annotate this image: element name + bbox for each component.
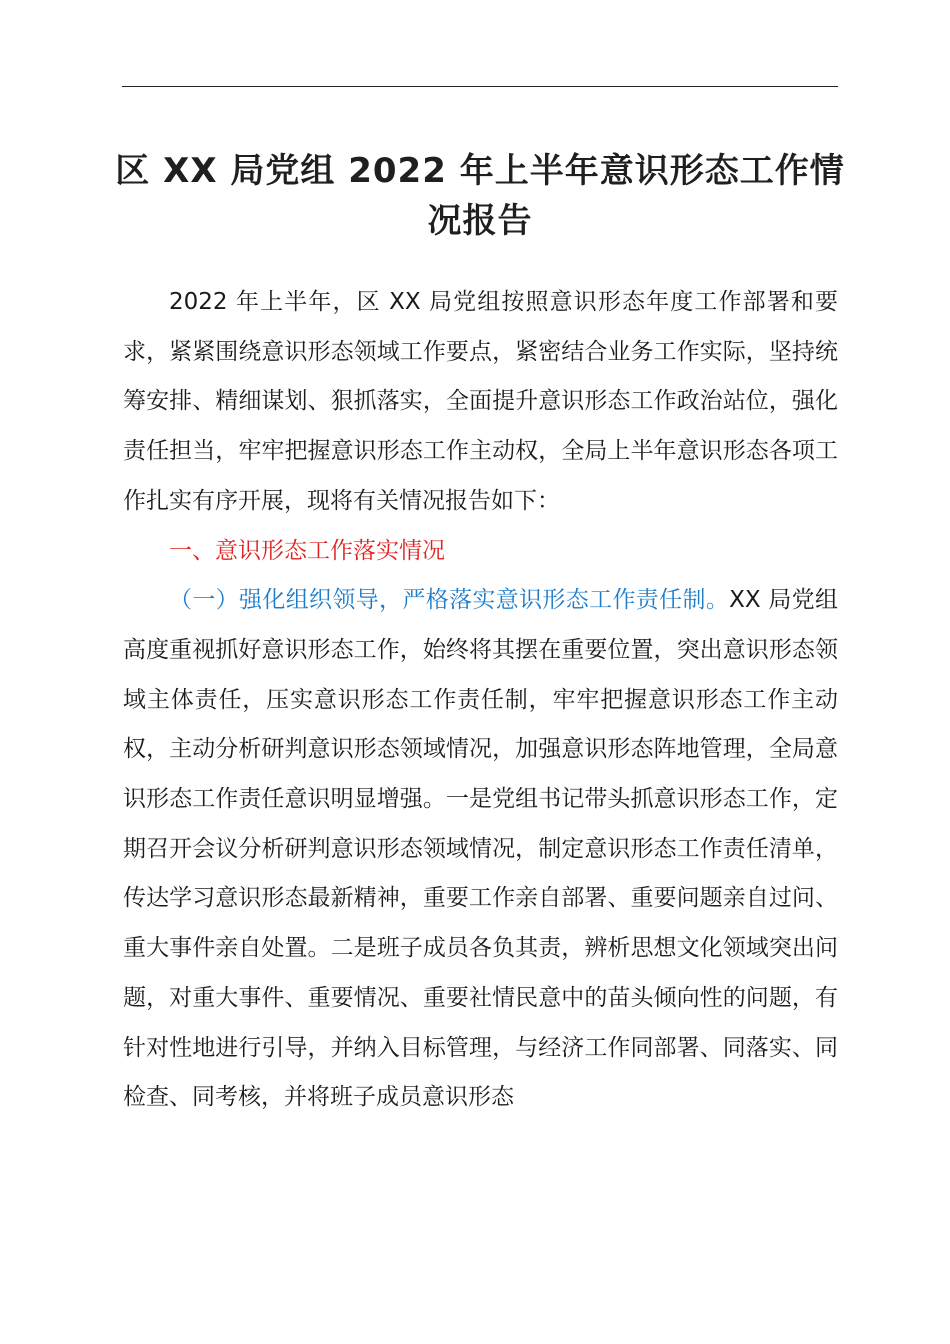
title-line-2: 况报告 [427,201,533,241]
header-rule [122,86,838,87]
document-title [115,146,845,246]
subsection-heading-1: （一）强化组织领导，严格落实意识形态工作责任制。 [169,587,730,614]
subsection-paragraph-1 [123,576,838,1123]
title-line-1: 区 XX 局党组 2022 年上半年意识形态工作情 [115,151,845,191]
document-body [123,278,838,1123]
subsection-body-1: XX 局党组高度重视抓好意识形态工作，始终将其摆在重要位置，突出意识形态领域主体责任，压实意识形态工作责任制，牢牢把握意识形态工作主动权，主动分析研判意识形态领域情况，加强意识形态阵地管理，全局意识形态工作责任意识明显增强。一是党组书记带头抓意识形态工作，定期召开会议分析研判意识形态领域情况，制定意识形态工作责任清单，传达学习意识形态最新精神，重要工作亲自部署、重要问题亲自过问、重大事件亲自处置。二是班子成员各负其责，辨析思想文化领域突出问题，对重大事件、重要情况、重要社情民意中的苗头倾向性的问题，有针对性地进行引导，并纳入目标管理，与经济工作同部署、同落实、同检查、同考核，并将班子成员意识形态 [123,587,838,1111]
section-heading-1: 一、意识形态工作落实情况 [169,537,445,564]
intro-paragraph: 2022 年上半年，区 XX 局党组按照意识形态年度工作部署和要求，紧紧围绕意识形态领域工作要点，紧密结合业务工作实际，坚持统筹安排、精细谋划、狠抓落实，全面提升意识形态工作政治站位，强化责任担当，牢牢把握意识形态工作主动权，全局上半年意识形态各项工作扎实有序开展，现将有关情况报告如下： [123,289,838,514]
